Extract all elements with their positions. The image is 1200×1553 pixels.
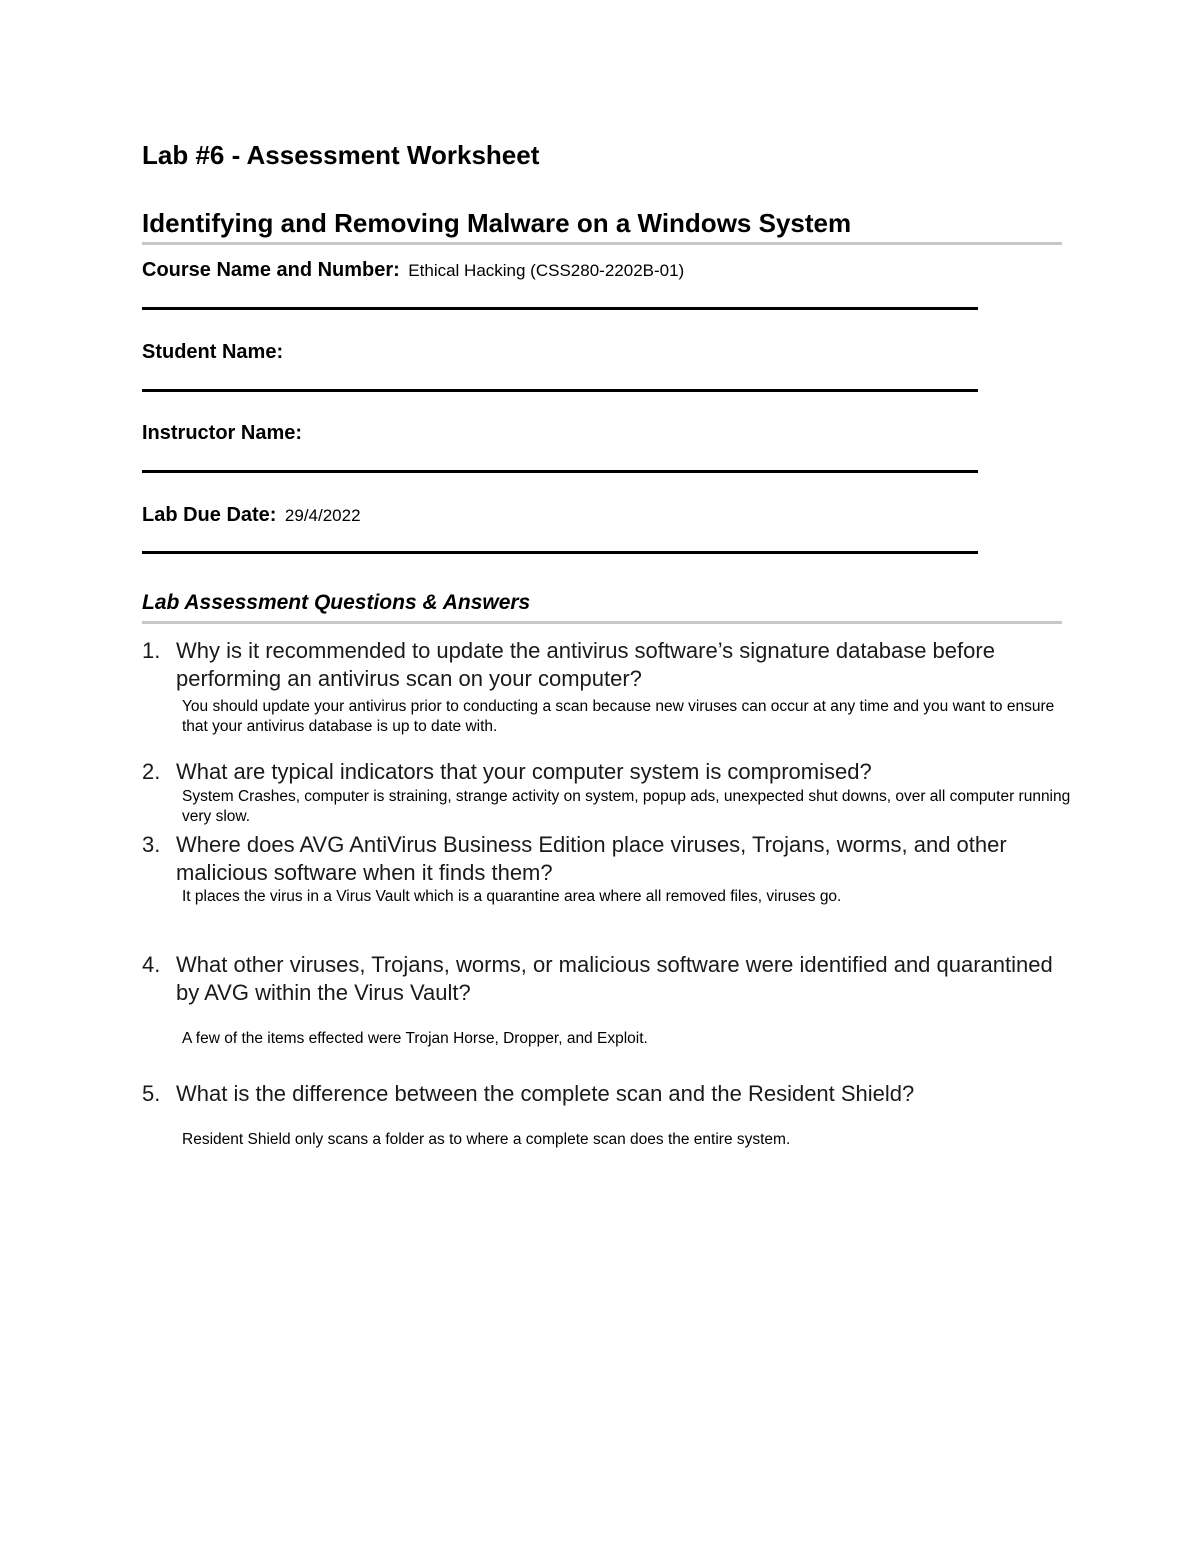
question-text: Where does AVG AntiVirus Business Edition place viruses, Trojans, worms, and other malicious software when it finds them?	[176, 832, 1007, 885]
answer-5: Resident Shield only scans a folder as to where a complete scan does the entire system.	[182, 1131, 791, 1148]
due-date-label: Lab Due Date:	[142, 504, 277, 526]
answer-4: A few of the items effected were Trojan Horse, Dropper, and Exploit.	[182, 1030, 648, 1047]
instructor-label: Instructor Name:	[142, 422, 303, 444]
question-number: 2.	[142, 759, 161, 784]
question-1	[142, 637, 1062, 693]
course-underline	[142, 307, 978, 310]
course-label: Course Name and Number:	[142, 259, 400, 281]
subtitle-divider	[142, 242, 1062, 245]
student-underline	[142, 389, 978, 392]
course-field	[142, 259, 684, 282]
question-text: What other viruses, Trojans, worms, or malicious software were identified and quarantined by AVG within the Virus Vault?	[176, 952, 1053, 1005]
student-field	[142, 341, 287, 364]
answer-1: You should update your antivirus prior to conducting a scan because new viruses can occur at any time and you want to ensure that your antivirus database is up to date with.	[182, 698, 1055, 735]
qa-divider	[142, 621, 1062, 624]
answer-2: System Crashes, computer is straining, strange activity on system, popup ads, unexpected shut downs, over all computer running very slow.	[182, 788, 1071, 825]
question-3	[142, 831, 1062, 887]
qa-heading: Lab Assessment Questions & Answers	[142, 591, 531, 614]
lab-title: Lab #6 - Assessment Worksheet	[142, 140, 540, 170]
instructor-underline	[142, 470, 978, 473]
question-number: 3.	[142, 832, 161, 857]
student-label: Student Name:	[142, 341, 284, 363]
question-text: What are typical indicators that your computer system is compromised?	[176, 759, 872, 784]
question-4	[142, 951, 1062, 1007]
question-5	[142, 1080, 1062, 1108]
question-text: Why is it recommended to update the antivirus software’s signature database before performing an antivirus scan on your computer?	[176, 638, 995, 691]
question-number: 1.	[142, 638, 161, 663]
question-number: 5.	[142, 1081, 161, 1106]
question-text: What is the difference between the complete scan and the Resident Shield?	[176, 1081, 915, 1106]
due-date-value: 29/4/2022	[284, 506, 361, 525]
course-value: Ethical Hacking (CSS280-2202B-01)	[408, 261, 685, 280]
answer-3: It places the virus in a Virus Vault which is a quarantine area where all removed files, viruses go.	[182, 888, 842, 905]
due-date-field	[142, 504, 361, 527]
instructor-field	[142, 422, 306, 445]
question-number: 4.	[142, 952, 161, 977]
question-2	[142, 758, 1062, 786]
due-date-underline	[142, 551, 978, 554]
document-subtitle: Identifying and Removing Malware on a Windows System	[142, 208, 852, 238]
